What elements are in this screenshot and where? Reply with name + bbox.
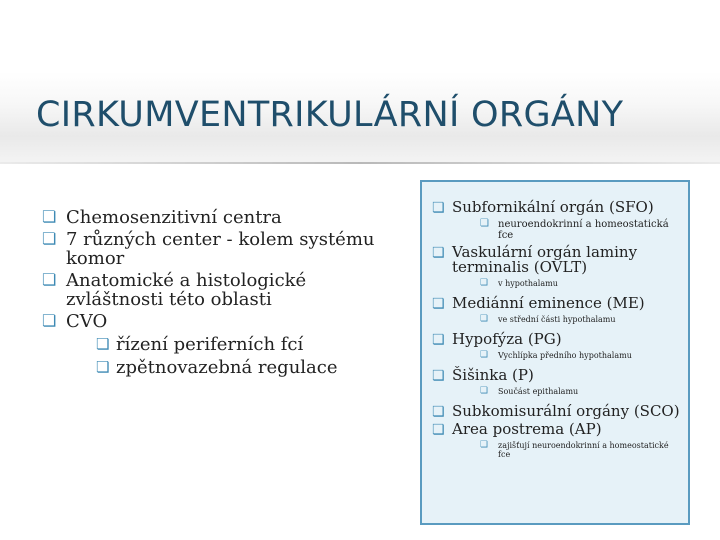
bullet-icon: ❏: [42, 229, 57, 248]
bullet-icon: ❏: [42, 270, 57, 289]
organ-sub-list: [452, 219, 682, 241]
left-sub-text: řízení periferních fcí: [116, 334, 304, 355]
bullet-icon: ❏: [480, 218, 489, 229]
bullet-icon: ❏: [96, 335, 110, 353]
organ-name: Mediánní eminence (ME): [452, 294, 645, 312]
organ-item: [432, 404, 682, 419]
organ-sub-list: [452, 315, 682, 324]
bullet-icon: ❏: [42, 311, 57, 330]
bullet-icon: ❏: [480, 386, 489, 396]
left-bullet-item: [42, 230, 382, 268]
left-sub-item: [96, 358, 382, 377]
bullet-icon: ❏: [432, 296, 445, 312]
organ-name: Šišinka (P): [452, 366, 534, 384]
left-bullet-text: Chemosenzitivní centra: [66, 207, 282, 228]
organ-name: Hypofýza (PG): [452, 330, 562, 348]
left-sub-list: [66, 335, 382, 377]
organ-item: [432, 422, 682, 459]
left-bullet-text: CVO: [66, 311, 108, 332]
organ-item: [432, 200, 682, 241]
organ-name: Vaskulární orgán laminy terminalis (OVLT): [452, 243, 638, 276]
organ-sub-text: neuroendokrinní a homeostatická fce: [498, 219, 669, 241]
organ-sub-text: Vychlípka předního hypothalamu: [498, 351, 632, 360]
organ-sub-text: Součást epithalamu: [498, 387, 579, 396]
left-sub-text: zpětnovazebná regulace: [116, 357, 338, 378]
organ-sub-text: v hypothalamu: [498, 279, 558, 288]
organ-name: Subkomisurální orgány (SCO): [452, 402, 680, 420]
organ-name: Subfornikální orgán (SFO): [452, 198, 654, 216]
right-bullet-list: [432, 200, 682, 467]
bullet-icon: ❏: [480, 440, 489, 450]
organ-sub-text: ve střední části hypothalamu: [498, 315, 616, 324]
bullet-icon: ❏: [432, 200, 445, 216]
organ-sub-list: [452, 441, 682, 459]
bullet-icon: ❏: [96, 358, 110, 376]
left-bullet-item: [42, 271, 382, 309]
bullet-icon: ❏: [432, 422, 445, 438]
left-bullet-text: Anatomické a histologické zvláštnosti této oblasti: [66, 270, 307, 310]
left-bullet-item: [42, 208, 382, 227]
organ-sub-item: [480, 351, 682, 360]
organ-sub-item: [480, 219, 682, 241]
organ-item: [432, 245, 682, 288]
bullet-icon: ❏: [42, 207, 57, 226]
organ-sub-item: [480, 441, 682, 459]
organ-sub-item: [480, 279, 682, 288]
organ-sub-item: [480, 315, 682, 324]
left-bullet-list: [42, 208, 382, 381]
bullet-icon: ❏: [432, 332, 445, 348]
organ-item: [432, 332, 682, 360]
organ-sub-item: [480, 387, 682, 396]
left-bullet-item: [42, 312, 382, 377]
organ-sub-list: [452, 351, 682, 360]
organ-name: Area postrema (AP): [452, 420, 602, 438]
bullet-icon: ❏: [432, 245, 445, 261]
bullet-icon: ❏: [480, 278, 489, 288]
organ-sub-text: zajišťují neuroendokrinní a homeostatické fce: [498, 441, 669, 459]
bullet-icon: ❏: [480, 314, 489, 324]
left-sub-item: [96, 335, 382, 354]
slide-title: CIRKUMVENTRIKULÁRNÍ ORGÁNY: [36, 95, 624, 135]
organ-item: [432, 296, 682, 324]
bullet-icon: ❏: [480, 350, 489, 360]
bullet-icon: ❏: [432, 368, 445, 384]
organ-sub-list: [452, 387, 682, 396]
organ-sub-list: [452, 279, 682, 288]
bullet-icon: ❏: [432, 404, 445, 420]
left-bullet-text: 7 různých center - kolem systému komor: [66, 229, 375, 269]
organ-item: [432, 368, 682, 396]
